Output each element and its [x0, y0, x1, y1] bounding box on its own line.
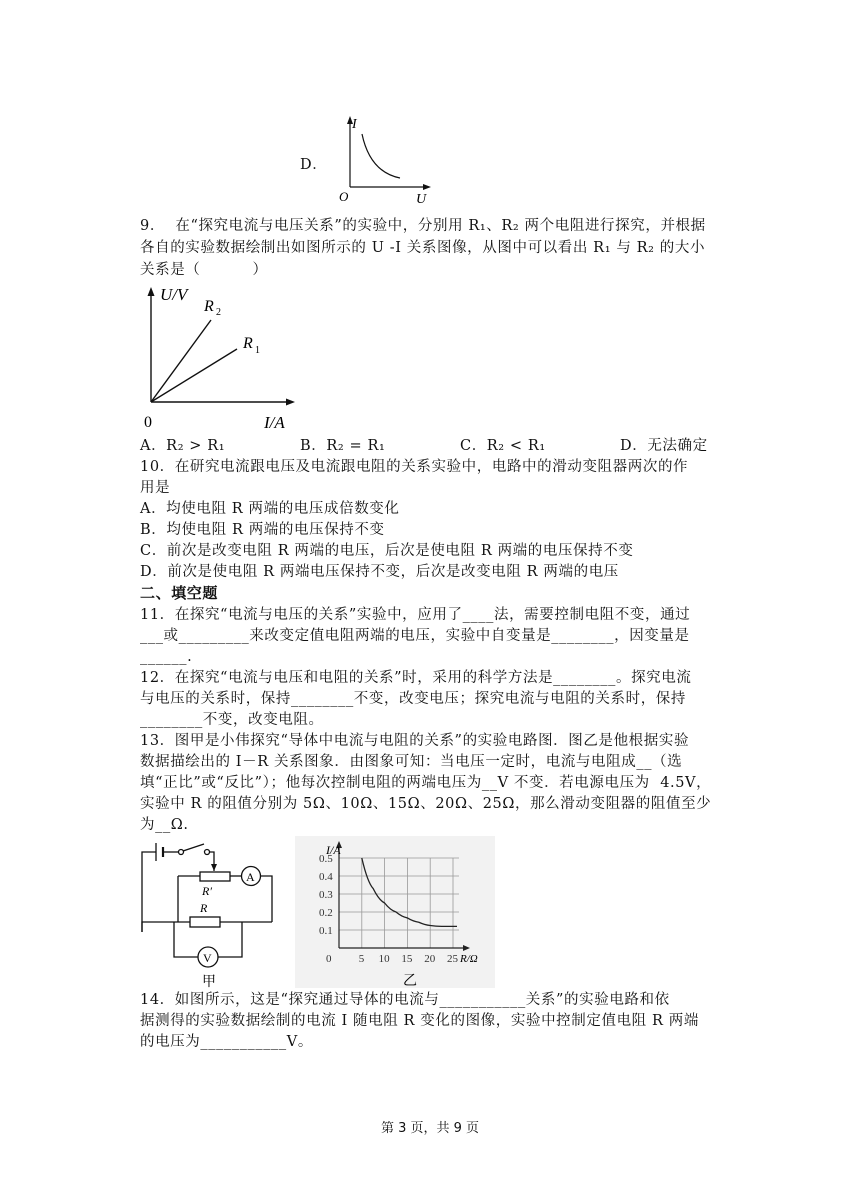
switch-lever [183, 844, 204, 851]
resistor-r [190, 917, 220, 927]
q9-option-d: D．无法确定 [620, 438, 708, 454]
r2-sub: 2 [216, 307, 221, 318]
q14-line-3: 的电压为___________V。 [140, 1034, 313, 1050]
switch-contact-left [179, 850, 184, 855]
q10-option-d: D．前次是使电阻 R 两端电压保持不变，后次是改变电阻 R 两端的电压 [140, 564, 619, 580]
r2-label: R [204, 298, 214, 315]
y-axis-arrow [148, 287, 155, 296]
x-tick-label: 15 [401, 953, 413, 965]
q13-line-3: 填“正比”或“反比”）；他每次控制电阻的两端电压为__V 不变．若电源电压为 4.5V， [140, 775, 712, 791]
section-title: 二、填空题 [140, 584, 219, 602]
q14-line-1: 14．如图所示，这是“探究通过导体的电流与___________关系”的实验电路和依 [140, 992, 670, 1008]
q13-ir-chart [295, 836, 495, 988]
x-axis-arrow [286, 399, 295, 406]
q11-line-3: ______. [140, 649, 193, 665]
q11-line-2: ___或_________来改变定值电阻两端的电压，实验中自变量是________，因变量是 [140, 628, 690, 644]
resistor-label: R [200, 901, 208, 915]
q10-option-c: C．前次是改变电阻 R 两端的电压，后次是使电阻 R 两端的电压保持不变 [140, 543, 634, 559]
page-footer: 第 3 页，共 9 页 [380, 1121, 480, 1136]
q9-ui-graph [140, 282, 300, 432]
x-tick-label: 0 [326, 953, 332, 965]
left-wire [142, 852, 156, 932]
curve [362, 134, 400, 178]
r1-sub: 1 [255, 345, 260, 356]
q8-option-d-graph [330, 112, 435, 204]
bottom-left-wire [142, 922, 190, 932]
q10-option-b: B．均使电阻 R 两端的电压保持不变 [140, 522, 385, 538]
voltmeter-label: V [203, 951, 212, 965]
q13-line-4: 实验中 R 的阻值分别为 5Ω、10Ω、15Ω、20Ω、25Ω，那么滑动变阻器的阻值至少 [140, 796, 712, 812]
ammeter-label: A [246, 870, 255, 884]
y-tick-label: 0.2 [319, 907, 333, 919]
q13-circuit-diagram [138, 836, 288, 988]
q12-line-1: 12．在探究“电流与电压和电阻的关系”时，采用的科学方法是________。探究电流 [140, 670, 692, 686]
circuit-caption: 甲 [202, 975, 216, 988]
y-tick-label: 0.3 [319, 889, 333, 901]
right-wire [261, 876, 273, 922]
q13-line-2: 数据描绘出的 I－R 关系图象．由图象可知：当电压一定时，电流与电阻成__（选 [140, 754, 683, 770]
y-axis-label: I/A [326, 843, 341, 857]
q10-line-1: 10．在研究电流跟电压及电流跟电阻的关系实验中，电路中的滑动变阻器两次的作 [140, 459, 689, 475]
q8-option-d: D． [300, 157, 328, 173]
x-axis-label: R/Ω [460, 953, 478, 965]
voltmeter-right-wire [218, 922, 242, 957]
q9-option-b: B．R₂ = R₁ [300, 438, 386, 454]
q14-line-2: 据测得的实验数据绘制的电流 I 随电阻 R 变化的图像，实验中控制定值电阻 R 两端 [140, 1013, 699, 1029]
x-tick-label: 5 [358, 953, 365, 965]
x-axis-arrow [423, 184, 431, 190]
x-label: I/A [264, 413, 285, 432]
rheostat-label: R′ [202, 884, 212, 898]
chart-caption: 乙 [403, 974, 417, 988]
y-tick-label: 0.4 [319, 871, 333, 883]
line-r2 [151, 320, 211, 402]
q9-line-1: 9． 在“探究电流与电压关系”的实验中，分别用 R₁、R₂ 两个电阻进行探究，并根据 [140, 218, 706, 234]
q10-line-2: 用是 [140, 480, 171, 496]
q13-line-5: 为__Ω. [140, 817, 189, 833]
q9-line-2: 各自的实验数据绘制出如图所示的 U -I 关系图像，从图中可以看出 R₁ 与 R₂ 的大小 [140, 240, 706, 256]
y-tick-label: 0.5 [319, 853, 333, 865]
q11-line-1: 11．在探究“电流与电压的关系”实验中，应用了____法，需要控制电阻不变，通过 [140, 607, 691, 623]
line-r1 [151, 349, 237, 402]
rheostat-body [200, 872, 230, 881]
q9-line-3: 关系是（ ） [140, 262, 268, 278]
y-tick-label: 0.1 [319, 925, 333, 937]
origin-label: 0 [144, 414, 152, 431]
q10-option-a: A．均使电阻 R 两端的电压成倍数变化 [140, 501, 400, 517]
switch-contact-right [205, 850, 210, 855]
y-label: I [352, 117, 357, 132]
y-label: U/V [160, 285, 188, 304]
q13-line-1: 13．图甲是小伟探究“导体中电流与电阻的关系”的实验电路图．图乙是他根据实验 [140, 733, 690, 749]
q12-line-2: 与电压的关系时，保持________不变，改变电压；探究电流与电阻的关系时，保持 [140, 691, 686, 707]
q9-option-c: C．R₂ < R₁ [460, 438, 546, 454]
x-tick-label: 20 [424, 953, 436, 965]
slider-arrow [211, 864, 217, 871]
r1-label: R [243, 335, 253, 352]
origin-label: O [339, 189, 349, 204]
x-tick-label: 10 [378, 953, 390, 965]
q9-option-a: A．R₂ > R₁ [140, 438, 226, 454]
x-label: U [416, 192, 427, 204]
q12-line-3: ________不变，改变电阻。 [140, 712, 324, 728]
x-tick-label: 25 [447, 953, 458, 965]
